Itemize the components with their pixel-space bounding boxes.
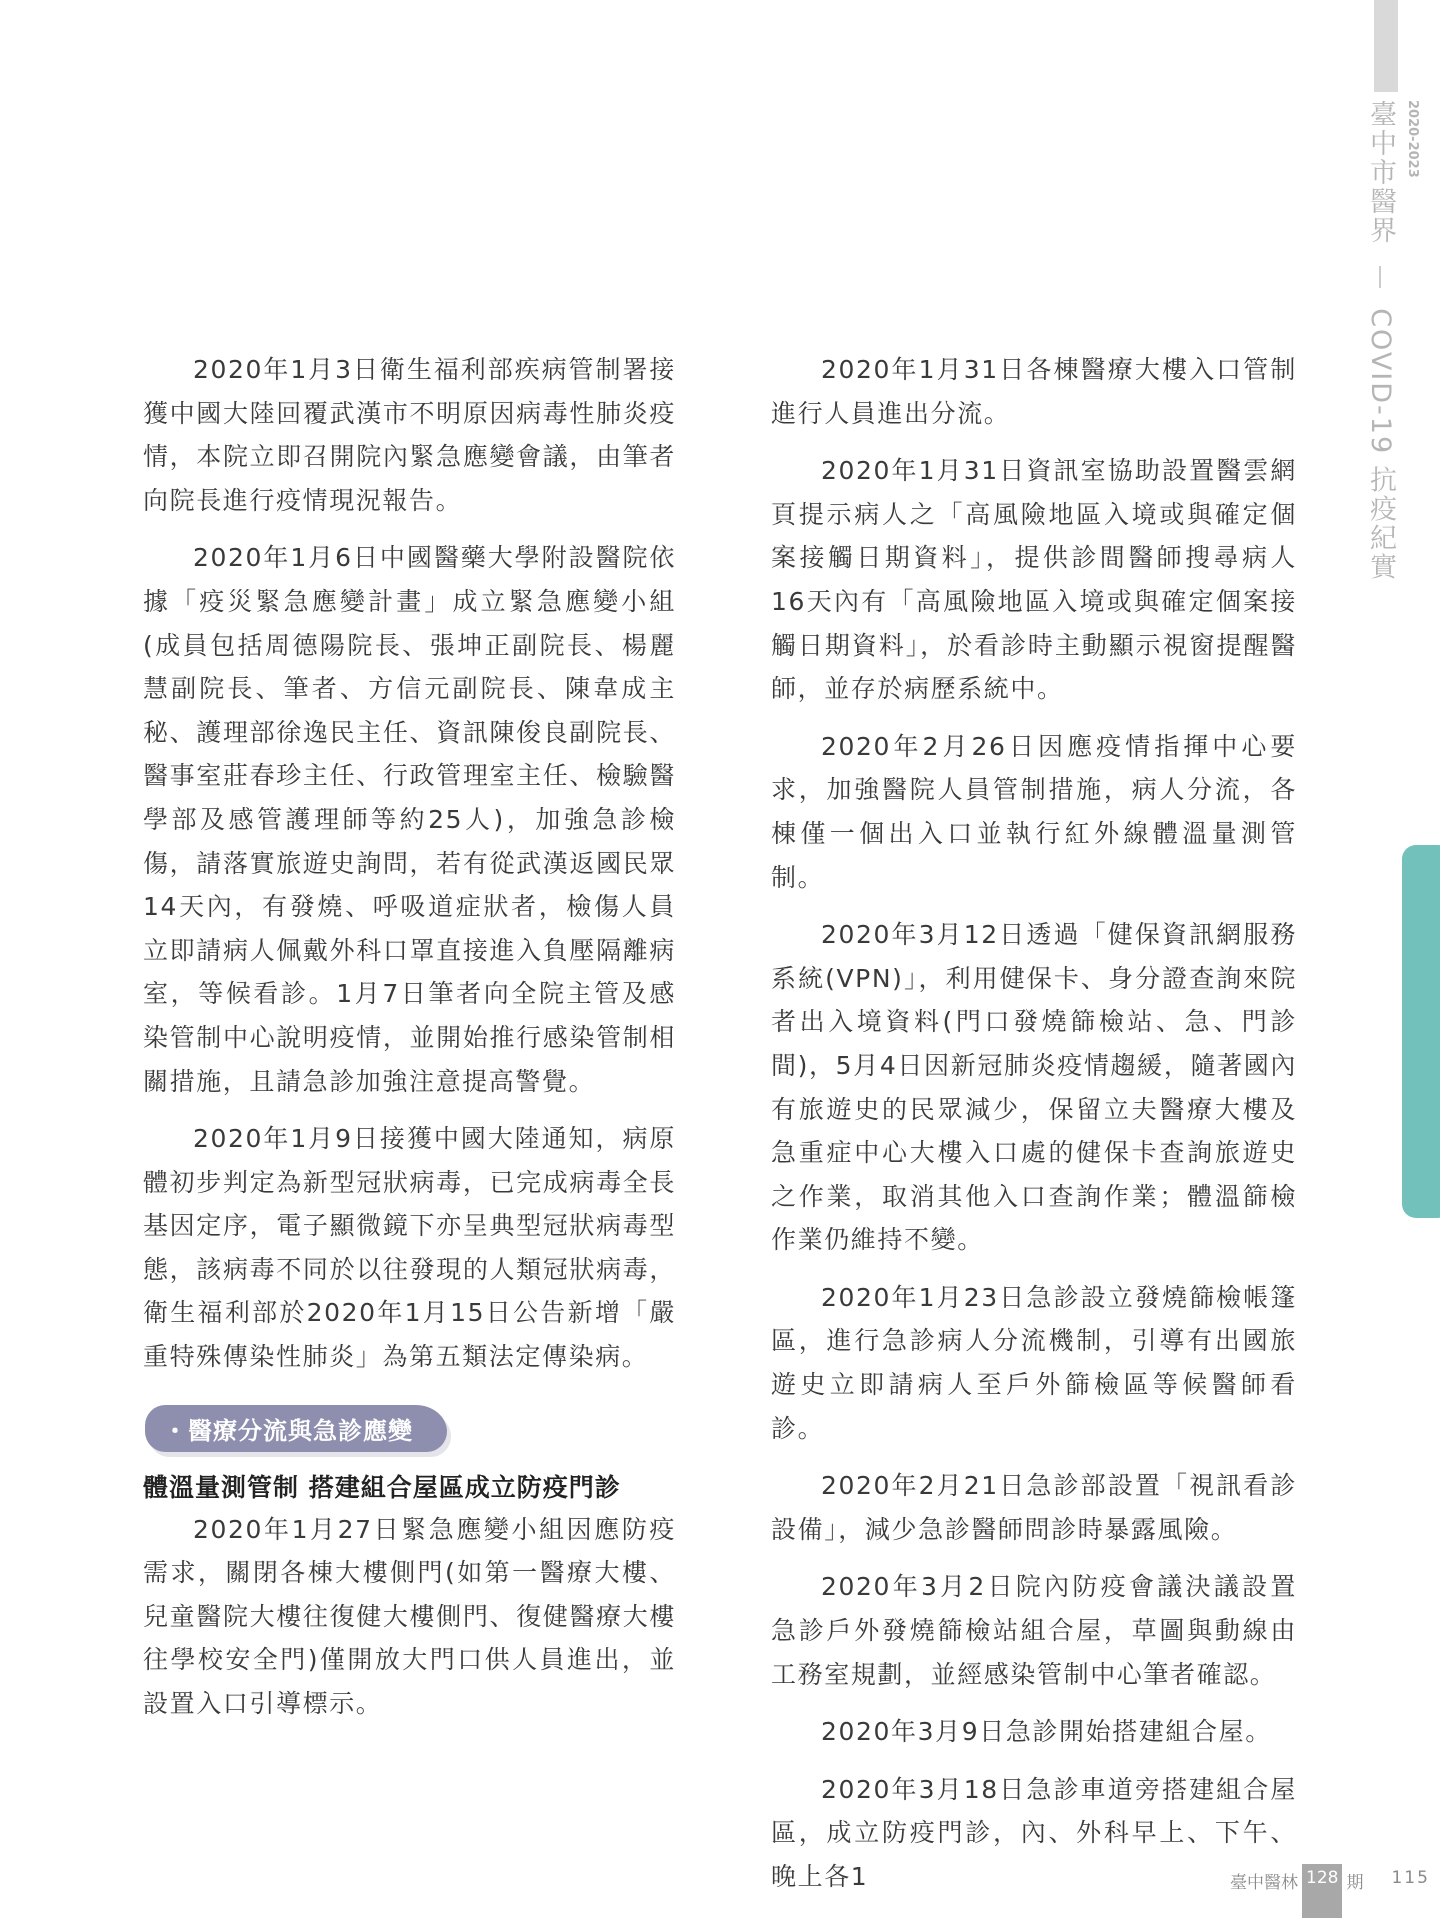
paragraph: 2020年1月23日急診設立發燒篩檢帳篷區，進行急診病人分流機制，引導有出國旅遊史立即請病人至戶外篩檢區等候醫師看診。 xyxy=(771,1282,1297,1443)
paragraph: 2020年2月26日因應疫情指揮中心要求，加強醫院人員管制措施，病人分流，各棟僅一個出入口並執行紅外線體溫量測管制。 xyxy=(771,731,1297,892)
paragraph: 2020年3月2日院內防疫會議決議設置急診戶外發燒篩檢站組合屋，草圖與動線由工務室規劃，並經感染管制中心筆者確認。 xyxy=(771,1572,1297,1689)
paragraph: 2020年1月6日中國醫藥大學附設醫院依據「疫災緊急應變計畫」成立緊急應變小組(成員包括周德陽院長、張坤正副院長、楊麗慧副院長、筆者、方信元副院長、陳韋成主秘、護理部徐逸民主任、資訊陳俊良副院長、醫事室莊春珍主任、行政管理室主任、檢驗醫學部及感管護理師等約25人)，加強急診檢傷，請落實旅遊史詢問，若有從武漢返國民眾14天內，有發燒、呼吸道症狀者，檢傷人員立即請病人佩戴外科口罩直接進入負壓隔離病室，等候看診。1月7日筆者向全院主管及感染管制中心說明疫情，並開始推行感染管制相關措施，且請急診加強注意提高警覺。 xyxy=(143,543,676,1096)
paragraph: 2020年2月21日急診部設置「視訊看診設備」，減少急診醫師問診時暴露風險。 xyxy=(771,1471,1297,1544)
side-title-divider xyxy=(1379,266,1381,288)
paragraph: 2020年1月9日接獲中國大陸通知，病原體初步判定為新型冠狀病毒，已完成病毒全長基因定序，電子顯微鏡下亦呈典型冠狀病毒型態，該病毒不同於以往發現的人類冠狀病毒，衛生福利部於2020年1月15日公告新增「嚴重特殊傳染性肺炎」為第五類法定傳染病。 xyxy=(143,1124,676,1372)
side-running-title xyxy=(1364,100,1396,582)
side-title-part2: COVID-19 抗疫紀實 xyxy=(1365,308,1396,582)
right-column xyxy=(771,348,1297,1913)
section-label: ・醫療分流與急診應變 xyxy=(145,1405,447,1452)
left-column xyxy=(143,348,676,1740)
magazine-name: 臺中醫林 xyxy=(1230,1873,1298,1893)
issue-number: 128 xyxy=(1302,1864,1342,1918)
issue-suffix: 期 xyxy=(1346,1873,1364,1893)
paragraph: 2020年1月3日衛生福利部疾病管制署接獲中國大陸回覆武漢市不明原因病毒性肺炎疫情，本院立即召開院內緊急應變會議，由筆者向院長進行疫情現況報告。 xyxy=(143,355,676,515)
page-footer xyxy=(1230,1864,1430,1920)
chapter-tab xyxy=(1402,845,1440,1218)
page-number: 115 xyxy=(1391,1868,1430,1888)
paragraph: 2020年1月31日資訊室協助設置醫雲網頁提示病人之「高風險地區入境或與確定個案接觸日期資料」，提供診間醫師搜尋病人16天內有「高風險地區入境或與確定個案接觸日期資料」，於看診時主動顯示視窗提醒醫師，並存於病歷系統中。 xyxy=(771,456,1297,704)
paragraph: 2020年3月9日急診開始搭建組合屋。 xyxy=(821,1717,1272,1747)
top-decorative-bar xyxy=(1374,0,1398,92)
subheading: 體溫量測管制 搭建組合屋區成立防疫門診 xyxy=(143,1472,621,1502)
side-years: 2020-2023 xyxy=(1405,100,1420,178)
paragraph: 2020年1月27日緊急應變小組因應防疫需求，關閉各棟大樓側門(如第一醫療大樓、兒童醫院大樓往復健大樓側門、復健醫療大樓往學校安全門)僅開放大門口供人員進出，並設置入口引導標示。 xyxy=(143,1514,676,1719)
paragraph: 2020年1月31日各棟醫療大樓入口管制進行人員進出分流。 xyxy=(771,355,1297,428)
paragraph: 2020年3月18日急診車道旁搭建組合屋區，成立防疫門診，內、外科早上、下午、晚上各1 xyxy=(771,1774,1297,1891)
side-title-part1: 臺中市醫界 xyxy=(1365,100,1396,245)
paragraph: 2020年3月12日透過「健保資訊網服務系統(VPN)」，利用健保卡、身分證查詢來院者出入境資料(門口發燒篩檢站、急、門診間)，5月4日因新冠肺炎疫情趨緩，隨著國內有旅遊史的民眾減少，保留立夫醫療大樓及急重症中心大樓入口處的健保卡查詢旅遊史之作業，取消其他入口查詢作業；體溫篩檢作業仍維持不變。 xyxy=(771,920,1297,1255)
